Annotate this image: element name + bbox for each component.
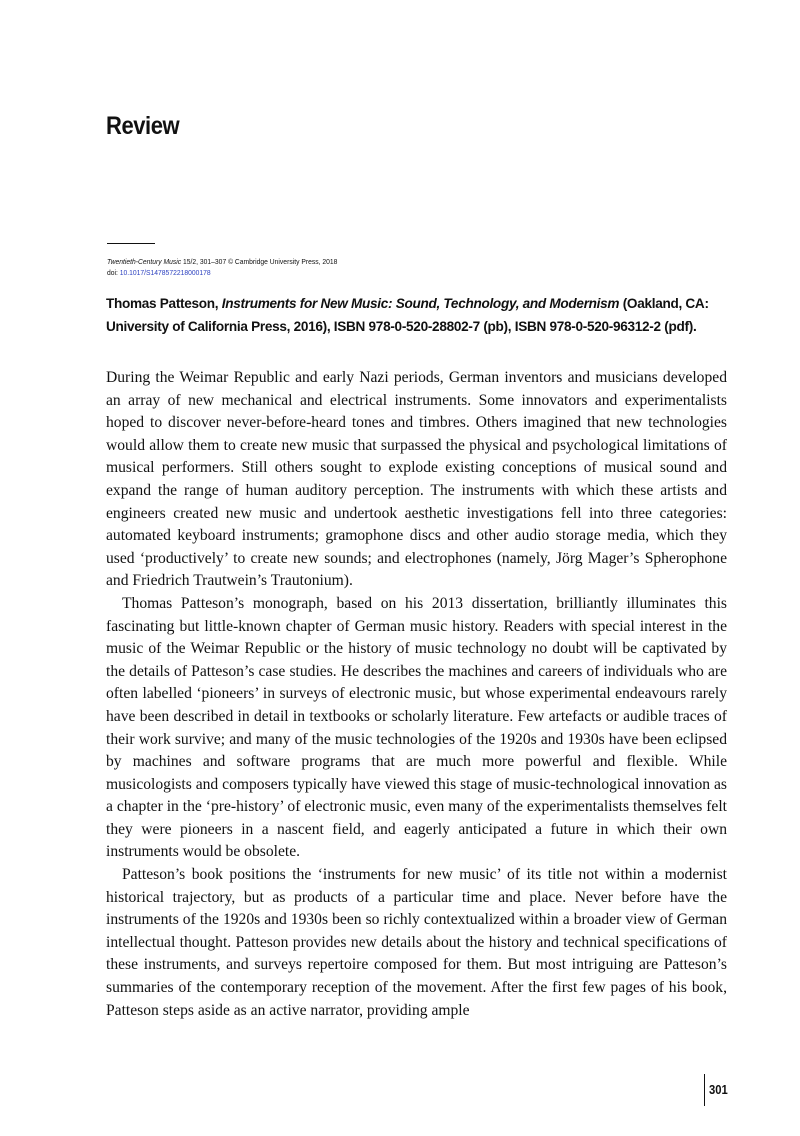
journal-name: Twentieth-Century Music xyxy=(107,257,182,266)
book-author: Thomas Patteson, xyxy=(106,296,222,311)
divider-rule xyxy=(107,243,155,244)
doi-label: doi: xyxy=(107,268,120,277)
page-number: 301 xyxy=(709,1083,728,1097)
book-title: Instruments for New Music: Sound, Technology, and Modernism xyxy=(221,296,620,311)
book-reference xyxy=(106,292,726,338)
citation-block xyxy=(107,256,337,278)
citation-details: 15/2, 301–307 © Cambridge University Press, 2018 xyxy=(181,257,338,266)
body-paragraph-3: Patteson’s book positions the ‘instruments for new music’ of its title not within a modernist historical trajectory, but as products of a particular time and place. Never before have the instruments of the 1920s and 1930s been so richly contextualized within a broader view of German intellectual thought. Patteson provides new details about the history and technical specifications of these instruments, and surveys repertoire composed for them. But most intriguing are Patteson’s summaries of the contemporary reception of the movement. After the first few pages of his book, Patteson steps aside as an active narrator, providing ample xyxy=(106,866,727,1019)
doi-line xyxy=(107,267,337,278)
review-body xyxy=(106,367,727,1022)
body-paragraph-1: During the Weimar Republic and early Nazi periods, German inventors and musicians developed an array of new mechanical and electrical instruments. Some innovators and experimentalists hoped to discover never-before-heard tones and timbres. Others imagined that new technologies would allow them to create new music that surpassed the physical and psychological limitations of musical performers. Still others sought to explode existing conceptions of musical sound and expand the range of human auditory perception. The instruments with which these artists and engineers created new music and undertook aesthetic investigations fell into three categories: automated keyboard instruments; gramophone discs and other audio storage media, which they used ‘productively’ to create new sounds; and electrophones (namely, Jörg Mager’s Spherophone and Friedrich Trautwein’s Trautonium). xyxy=(106,369,727,590)
book-publication: (Oakland, CA: University of California Press, 2016), ISBN 978-0-520-28802-7 (pb), ISBN 978-0-520-96312-2 (pdf). xyxy=(106,296,709,334)
section-title: Review xyxy=(106,112,180,140)
body-paragraph-2: Thomas Patteson’s monograph, based on his 2013 dissertation, brilliantly illuminates this fascinating but little-known chapter of German music history. Readers with special interest in the music of the Weimar Republic or the history of music technology no doubt will be captivated by the details of Patteson’s case studies. He describes the machines and careers of individuals who are often labelled ‘pioneers’ in surveys of electronic music, but whose experimental endeavours rarely have been described in detail in textbooks or scholarly literature. Few artefacts or audible traces of their work survive; and many of the music technologies of the 1920s and 1930s have been eclipsed by machines and software programs that are much more powerful and flexible. While musicologists and composers typically have viewed this stage of music-technological innovation as a chapter in the ‘pre-history’ of electronic music, even many of the experimentalists themselves felt they were pioneers in a nascent field, and eagerly anticipated a future in which their own instruments would be obsolete. xyxy=(106,594,727,861)
journal-citation xyxy=(107,256,337,267)
page-number-divider xyxy=(704,1074,705,1106)
doi-link[interactable]: 10.1017/S1478572218000178 xyxy=(119,268,211,277)
